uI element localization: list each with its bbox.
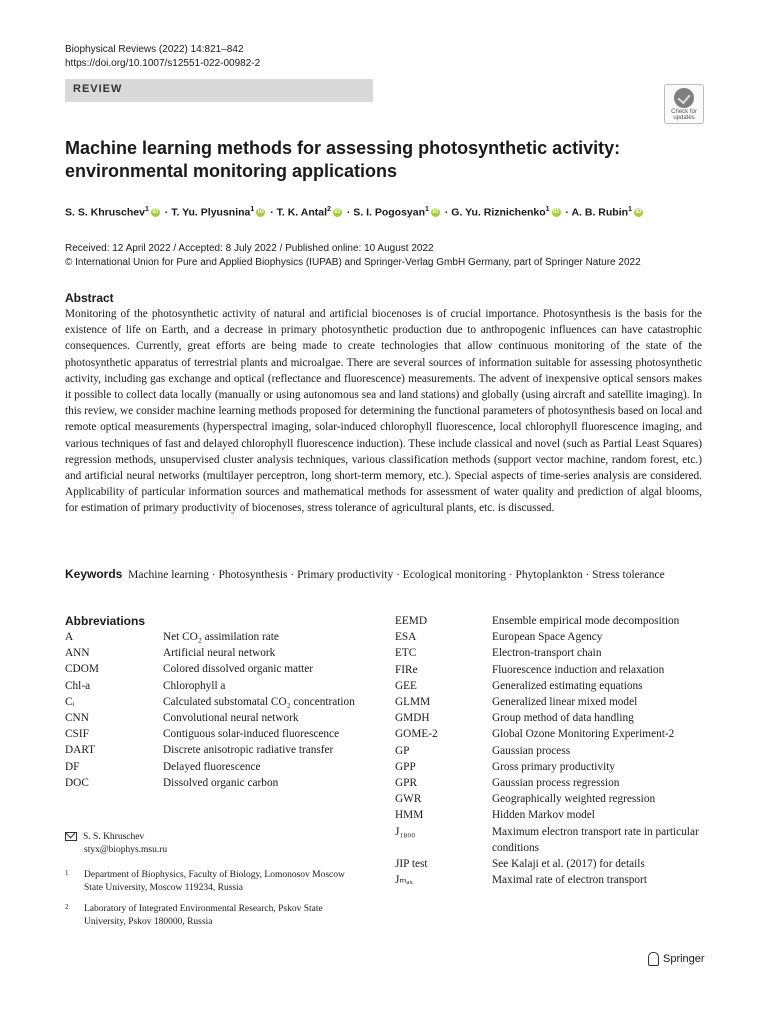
abbreviation-term: A xyxy=(65,631,74,643)
abbreviation-term: GP xyxy=(395,744,410,757)
orcid-icon[interactable]: iD xyxy=(553,209,560,216)
abbreviation-row xyxy=(395,678,715,694)
abbreviation-definition: Calculated substomatal CO₂ concentration xyxy=(163,695,355,708)
abbreviation-term: Cᵢ xyxy=(65,695,75,708)
keywords-heading: Keywords xyxy=(65,567,123,581)
abbreviation-row xyxy=(395,807,715,823)
orcid-icon[interactable]: iD xyxy=(635,209,642,216)
abbreviation-term: HMM xyxy=(395,809,424,822)
abbreviation-term: J₁₈₀₀ xyxy=(395,825,416,838)
correspondence-block xyxy=(65,831,167,857)
abbreviation-definition: Global Ozone Monitoring Experiment-2 xyxy=(492,728,675,741)
abbreviation-term: FIRe xyxy=(395,663,418,676)
author-affiliation-mark: 2 xyxy=(327,206,331,213)
abbreviation-definition: Gaussian process xyxy=(492,744,571,757)
affiliation-1 xyxy=(65,869,365,895)
abbreviation-term: GPP xyxy=(395,760,416,773)
article-type-label: REVIEW xyxy=(73,83,123,95)
check-for-updates-icon xyxy=(674,88,694,108)
abbreviation-definition: Electron-transport chain xyxy=(492,647,602,660)
abbreviation-row xyxy=(395,613,715,629)
abbreviation-row xyxy=(395,726,715,742)
author-affiliation-mark: 1 xyxy=(545,206,550,213)
abbreviation-term: DF xyxy=(65,760,80,773)
abbreviation-definition: Convolutional neural network xyxy=(163,712,299,725)
abbreviation-definition: Hidden Markov model xyxy=(492,809,595,822)
abbreviation-row xyxy=(65,710,375,726)
author-name[interactable]: T. K. Antal xyxy=(276,206,327,219)
abbreviation-row xyxy=(395,824,715,856)
abbreviation-term: GEE xyxy=(395,679,417,692)
abbreviation-term: CSIF xyxy=(65,728,89,741)
corresponding-author: S. S. Khruschev xyxy=(83,832,145,842)
abbreviation-row xyxy=(65,645,375,661)
abbreviation-term: CDOM xyxy=(65,663,99,676)
abbreviation-definition: Gross primary productivity xyxy=(492,760,615,773)
abbreviation-term: Jₘₐₓ xyxy=(395,874,413,887)
abbreviations-heading: Abbreviations xyxy=(65,614,146,628)
abbreviation-row xyxy=(65,661,375,677)
abbreviation-term: GLMM xyxy=(395,696,431,709)
abbreviation-term: EEMD xyxy=(395,615,428,627)
abbreviation-definition: Ensemble empirical mode decomposition xyxy=(492,615,680,627)
abstract-heading: Abstract xyxy=(65,291,114,305)
author-affiliation-mark: 1 xyxy=(425,206,429,213)
abbreviation-row xyxy=(395,759,715,775)
keywords-list: Machine learning · Photosynthesis · Primary productivity · Ecological monitoring · Phytoplankton · Stress tolerance xyxy=(128,569,665,581)
abbreviation-term: JIP test xyxy=(395,858,428,871)
check-badge-line1: Check for xyxy=(671,109,697,115)
abbreviation-definition: Group method of data handling xyxy=(492,712,634,725)
abstract-text: Monitoring of the photosynthetic activity of natural and artificial biocenoses is of crucial importance. Photosynthesis is the basis for the existence of life on Earth, and a decrease in primary photosynthetic production due to anthropogenic influences can have catastrophic consequences. Currently, great efforts are being made to create technologies that allow continuous monitoring of the state of the photosynthetic apparatus of terrestrial plants and microalgae. There are several sources of information suitable for assessing photosynthetic activity, including gas exchange and optical (reflectance and fluorescence) measurements. The advent of inexpensive optical sensors makes it possible to collect data locally (manually or using autonomous sea and land stations) and globally (using aircraft and satellite imaging). In this review, we consider machine learning methods proposed for determining the functional parameters of photosynthesis based on local and remote optical measurements (hyperspectral imaging, solar-induced chlorophyll fluorescence, local chlorophyll fluorescence imaging, and various techniques of fast and delayed chlorophyll fluorescence induction). These include classical and novel (such as Partial Least Squares) regression methods, unsupervised cluster analysis techniques, various classification methods (support vector machine, random forest, etc.) and artificial neural networks (multilayer perceptron, long short-term memory, etc.). Special aspects of time-series analysis are considered. Applicability of particular information sources and mathematical methods for assessment of water quality and prediction of algal blooms, for estimation of primary productivity of biocenoses, stress tolerance of agricultural plants, etc. is discussed. xyxy=(65,308,702,515)
abbreviation-definition: Generalized estimating equations xyxy=(492,679,643,692)
orcid-icon[interactable]: iD xyxy=(432,209,439,216)
abbreviations-table-right xyxy=(395,613,715,888)
author-affiliation-mark: 1 xyxy=(628,206,632,213)
abbreviation-definition: European Space Agency xyxy=(492,631,603,644)
affiliation-2 xyxy=(65,903,365,929)
author-name[interactable]: T. Yu. Plyusnina xyxy=(171,206,251,219)
abbreviation-row xyxy=(65,775,375,791)
abbreviation-definition: Delayed fluorescence xyxy=(163,760,261,773)
abbreviation-definition: Colored dissolved organic matter xyxy=(163,663,314,676)
abbreviation-row xyxy=(395,710,715,726)
abbreviation-row xyxy=(65,678,375,694)
abbreviation-row xyxy=(65,759,375,775)
abbreviation-row xyxy=(395,775,715,791)
abbreviations-table-left xyxy=(65,629,375,791)
abbreviation-term: CNN xyxy=(65,712,89,725)
corresponding-email[interactable]: styx@biophys.msu.ru xyxy=(84,845,168,855)
abbreviation-definition: Generalized linear mixed model xyxy=(492,696,638,709)
article-title: Machine learning methods for assessing photosynthetic activity: environmental monitoring applications xyxy=(65,138,621,181)
orcid-icon[interactable]: iD xyxy=(334,209,341,216)
abbreviation-row xyxy=(65,742,375,758)
affiliation-number: 2 xyxy=(65,903,69,911)
abbreviation-term: DART xyxy=(65,744,96,757)
keywords-section xyxy=(65,566,702,583)
abbreviation-row xyxy=(395,629,715,645)
abbreviation-row xyxy=(395,856,715,872)
publication-info xyxy=(65,242,725,270)
abbreviation-definition: Chlorophyll a xyxy=(163,679,226,692)
abbreviation-definition: Artificial neural network xyxy=(163,647,276,660)
abbreviation-row xyxy=(395,662,715,678)
envelope-icon xyxy=(65,832,77,841)
publisher-logo xyxy=(648,952,705,966)
journal-doi-link[interactable]: https://doi.org/10.1007/s12551-022-00982-2 xyxy=(65,58,261,69)
journal-header xyxy=(65,43,260,71)
publisher-name: Springer xyxy=(663,952,705,965)
abbreviation-term: ANN xyxy=(65,647,90,660)
abbreviation-definition: Geographically weighted regression xyxy=(492,793,656,806)
check-for-updates-badge[interactable] xyxy=(664,84,704,124)
author-list: S. S. Khruschev$^1$ iD · T. Yu. Plyusnina$^1$ iD · T. K. Antal$^2$ iD · S. I. Pogosyan$^1$ iD · G. Yu. Riznichenko$^1$ iD · A. B. Rubin$^1$ iD xyxy=(65,206,642,219)
abbreviation-definition: See Kalaji et al. (2017) for details xyxy=(492,858,645,871)
springer-horse-icon xyxy=(648,952,659,966)
abbreviation-term: GMDH xyxy=(395,712,430,725)
abbreviation-definition: Net CO₂ assimilation rate xyxy=(163,631,279,643)
affiliation-text: Laboratory of Integrated Environmental Research, Pskov State University, Pskov 180000, Russia xyxy=(84,904,323,927)
orcid-icon[interactable]: iD xyxy=(257,209,264,216)
abbreviation-row xyxy=(395,791,715,807)
abbreviation-definition: Contiguous solar-induced fluorescence xyxy=(163,728,340,741)
abbreviation-definition: Maximum electron transport rate in particular conditions xyxy=(492,825,699,854)
abbreviation-definition: Gaussian process regression xyxy=(492,777,620,790)
author-affiliation-mark: 1 xyxy=(144,206,149,213)
abbreviation-definition: Dissolved organic carbon xyxy=(163,776,279,789)
author-name[interactable]: A. B. Rubin xyxy=(571,206,629,219)
abbreviation-term: DOC xyxy=(65,776,89,789)
check-badge-line2: updates xyxy=(673,115,695,121)
abbreviation-term: GOME-2 xyxy=(395,728,438,741)
abbreviation-term: ETC xyxy=(395,647,417,660)
abbreviation-term: GPR xyxy=(395,777,417,790)
copyright-line: © International Union for Pure and Applied Biophysics (IUPAB) and Springer-Verlag GmbH Germany, part of Springer Nature 2022 xyxy=(65,257,641,268)
affiliation-number: 1 xyxy=(65,869,69,877)
author-name[interactable]: S. S. Khruschev xyxy=(65,206,145,219)
abbreviation-row xyxy=(395,743,715,759)
abbreviation-row xyxy=(395,694,715,710)
abbreviation-row xyxy=(395,645,715,661)
abbreviation-definition: Maximal rate of electron transport xyxy=(492,874,647,887)
affiliation-text: Department of Biophysics, Faculty of Biology, Lomonosov Moscow State University, Moscow 119234, Russia xyxy=(84,870,345,893)
abbreviation-term: Chl-a xyxy=(65,679,91,692)
abbreviation-term: ESA xyxy=(395,631,417,644)
author-affiliation-mark: 1 xyxy=(250,206,255,213)
publication-dates: Received: 12 April 2022 / Accepted: 8 July 2022 / Published online: 10 August 2022 xyxy=(65,243,434,254)
abbreviation-row xyxy=(65,726,375,742)
abbreviation-definition: Discrete anisotropic radiative transfer xyxy=(163,744,334,757)
journal-citation: Biophysical Reviews (2022) 14:821–842 xyxy=(65,44,244,55)
author-name[interactable]: G. Yu. Riznichenko xyxy=(451,206,546,219)
abbreviation-term: GWR xyxy=(395,793,422,806)
abbreviation-row xyxy=(395,872,715,888)
abbreviation-definition: Fluorescence induction and relaxation xyxy=(492,663,665,676)
author-name[interactable]: S. I. Pogosyan xyxy=(353,206,426,219)
article-type-bar xyxy=(65,79,373,102)
abbreviation-row xyxy=(65,629,375,645)
abbreviation-row xyxy=(65,694,375,710)
orcid-icon[interactable]: iD xyxy=(152,209,159,216)
